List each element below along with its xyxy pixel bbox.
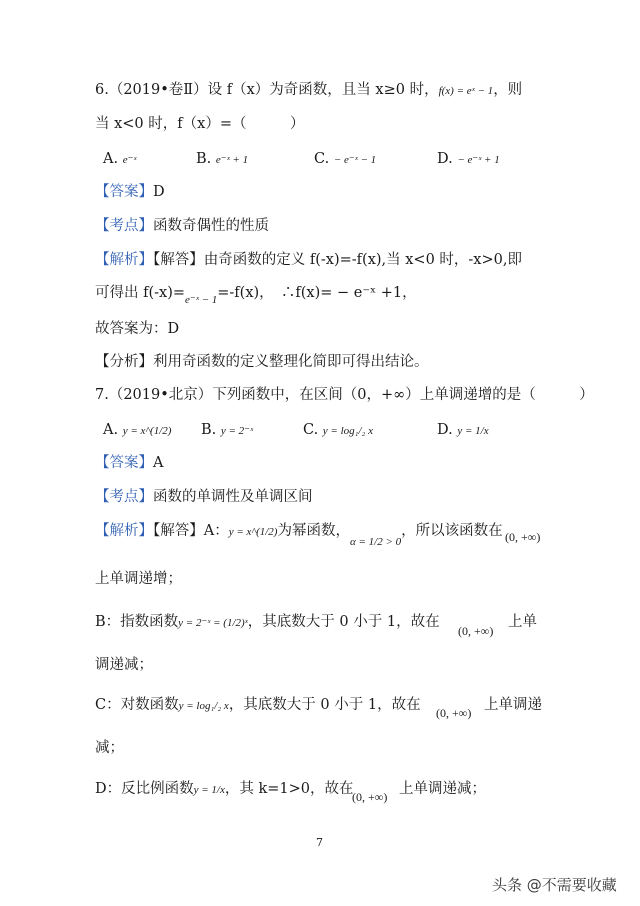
q6-stem-line1 bbox=[95, 80, 522, 101]
q7-b-tail: 上单 bbox=[508, 614, 537, 630]
q6-option-a: A. e⁻ˣ bbox=[103, 151, 137, 167]
q6-point bbox=[95, 216, 269, 236]
answer-value: A bbox=[153, 455, 164, 471]
q7-c-formula: y = log₁/₂ x bbox=[178, 700, 229, 712]
q7-b-interval: (0, +∞) bbox=[458, 624, 494, 638]
answer-tag: 【答案】 bbox=[95, 455, 153, 471]
q6-answer bbox=[95, 182, 165, 202]
q6-summary: 【分析】利用奇函数的定义整理化简即可得出结论。 bbox=[95, 354, 429, 370]
q7-b-formula: y = 2⁻ˣ = (1/2)ˣ bbox=[178, 617, 248, 629]
q7-analysis-a: 【解析】【解答】A：y = x^(1/2)为幂函数，$_{\alpha = 1/2 > 0}$，所以该函数在 bbox=[95, 523, 503, 548]
watermark-text: 头条 @不需要收藏 bbox=[492, 876, 617, 894]
q7-option-a-expr: y = x^(1/2) bbox=[122, 425, 172, 437]
q7-analysis-b: B：指数函数y = 2⁻ˣ = (1/2)ˣ，其底数大于 0 小于 1，故在 bbox=[95, 614, 440, 630]
point-tag: 【考点】 bbox=[95, 218, 153, 234]
analysis-tag: 【解析】 bbox=[95, 252, 153, 268]
q7-point bbox=[95, 487, 313, 507]
q6-option-d: D. − e⁻ˣ + 1 bbox=[437, 151, 500, 167]
watermark bbox=[486, 872, 623, 897]
q7-c-tail: 上单调递 bbox=[484, 697, 542, 713]
q7-answer bbox=[95, 453, 163, 473]
point-tag: 【考点】 bbox=[95, 489, 153, 505]
q6-option-b: B. e⁻ˣ + 1 bbox=[196, 151, 249, 167]
q7-analysis-d: D：反比例函数y = 1/x，其 k=1>0，故在 bbox=[95, 781, 354, 797]
q6-analysis-line2: 可得出 $f(-x)=_{e^-ˣ - 1}=-f(x)$， ∴f(x)= − e⁻ˣ +1， bbox=[95, 285, 417, 306]
answer-tag: 【答案】 bbox=[95, 184, 153, 200]
point-value: 函数奇偶性的性质 bbox=[153, 218, 269, 234]
q6-option-c: C. − e⁻ˣ − 1 bbox=[314, 151, 377, 167]
q6-stem-prefix: 6.（2019•卷Ⅱ）设 f（x）为奇函数，且当 x≥0 时， bbox=[95, 82, 439, 98]
q7-stem: 7.（2019•北京）下列函数中，在区间（0，+∞）上单调递增的是（ ） bbox=[95, 387, 594, 403]
q7-option-d-expr: y = 1/x bbox=[457, 425, 489, 437]
q6-stem-formula: f(x) = eˣ − 1 bbox=[438, 85, 494, 97]
q7-option-d: D. y = 1/x bbox=[437, 422, 489, 438]
q7-analysis-c-end: 减； bbox=[95, 740, 124, 756]
q7-option-c: C. y = log₁/₂ x bbox=[303, 422, 373, 438]
q7-option-b: B. y = 2⁻ˣ bbox=[201, 422, 254, 438]
q7-a-interval: (0, +∞) bbox=[505, 530, 541, 544]
q6-analysis-formula: e⁻ˣ − 1 bbox=[185, 294, 218, 306]
q7-a-formula: y = x^(1/2) bbox=[228, 526, 278, 538]
analysis-tag: 【解析】 bbox=[95, 523, 153, 539]
q7-option-c-expr: y = log₁/₂ x bbox=[322, 425, 373, 437]
q6-option-a-expr: e⁻ˣ bbox=[122, 154, 137, 166]
q7-d-formula: y = 1/x bbox=[193, 784, 225, 796]
q7-d-interval: (0, +∞) bbox=[352, 790, 388, 804]
q6-conclusion: 故答案为：D bbox=[95, 321, 180, 337]
summary-tag: 【分析】 bbox=[95, 354, 153, 370]
q6-stem-line2: 当 x<0 时，f（x）=（ ） bbox=[95, 116, 305, 132]
q7-analysis-a-end: 上单调递增； bbox=[95, 571, 182, 587]
page-number: 7 bbox=[316, 836, 323, 849]
q6-stem-suffix: ，则 bbox=[493, 82, 523, 98]
q7-option-b-expr: y = 2⁻ˣ bbox=[220, 425, 254, 437]
q6-option-b-expr: e⁻ˣ + 1 bbox=[215, 154, 249, 166]
q7-a-alpha: α = 1/2 > 0 bbox=[349, 536, 402, 548]
q6-option-d-expr: − e⁻ˣ + 1 bbox=[457, 154, 500, 166]
q7-d-tail: 上单调递减； bbox=[399, 781, 486, 797]
q7-analysis-c: C：对数函数y = log₁/₂ x，其底数大于 0 小于 1，故在 bbox=[95, 697, 421, 713]
q7-option-a: A. y = x^(1/2) bbox=[103, 422, 172, 438]
q6-option-c-expr: − e⁻ˣ − 1 bbox=[333, 154, 377, 166]
q6-analysis-line1: 【解析】【解答】由奇函数的定义 f(-x)=-f(x),当 x<0 时，-x>0,即 bbox=[95, 252, 522, 268]
q7-c-interval: (0, +∞) bbox=[436, 706, 472, 720]
q7-analysis-b-end: 调递减； bbox=[95, 657, 153, 673]
answer-value: D bbox=[153, 184, 165, 200]
point-value: 函数的单调性及单调区间 bbox=[153, 489, 313, 505]
